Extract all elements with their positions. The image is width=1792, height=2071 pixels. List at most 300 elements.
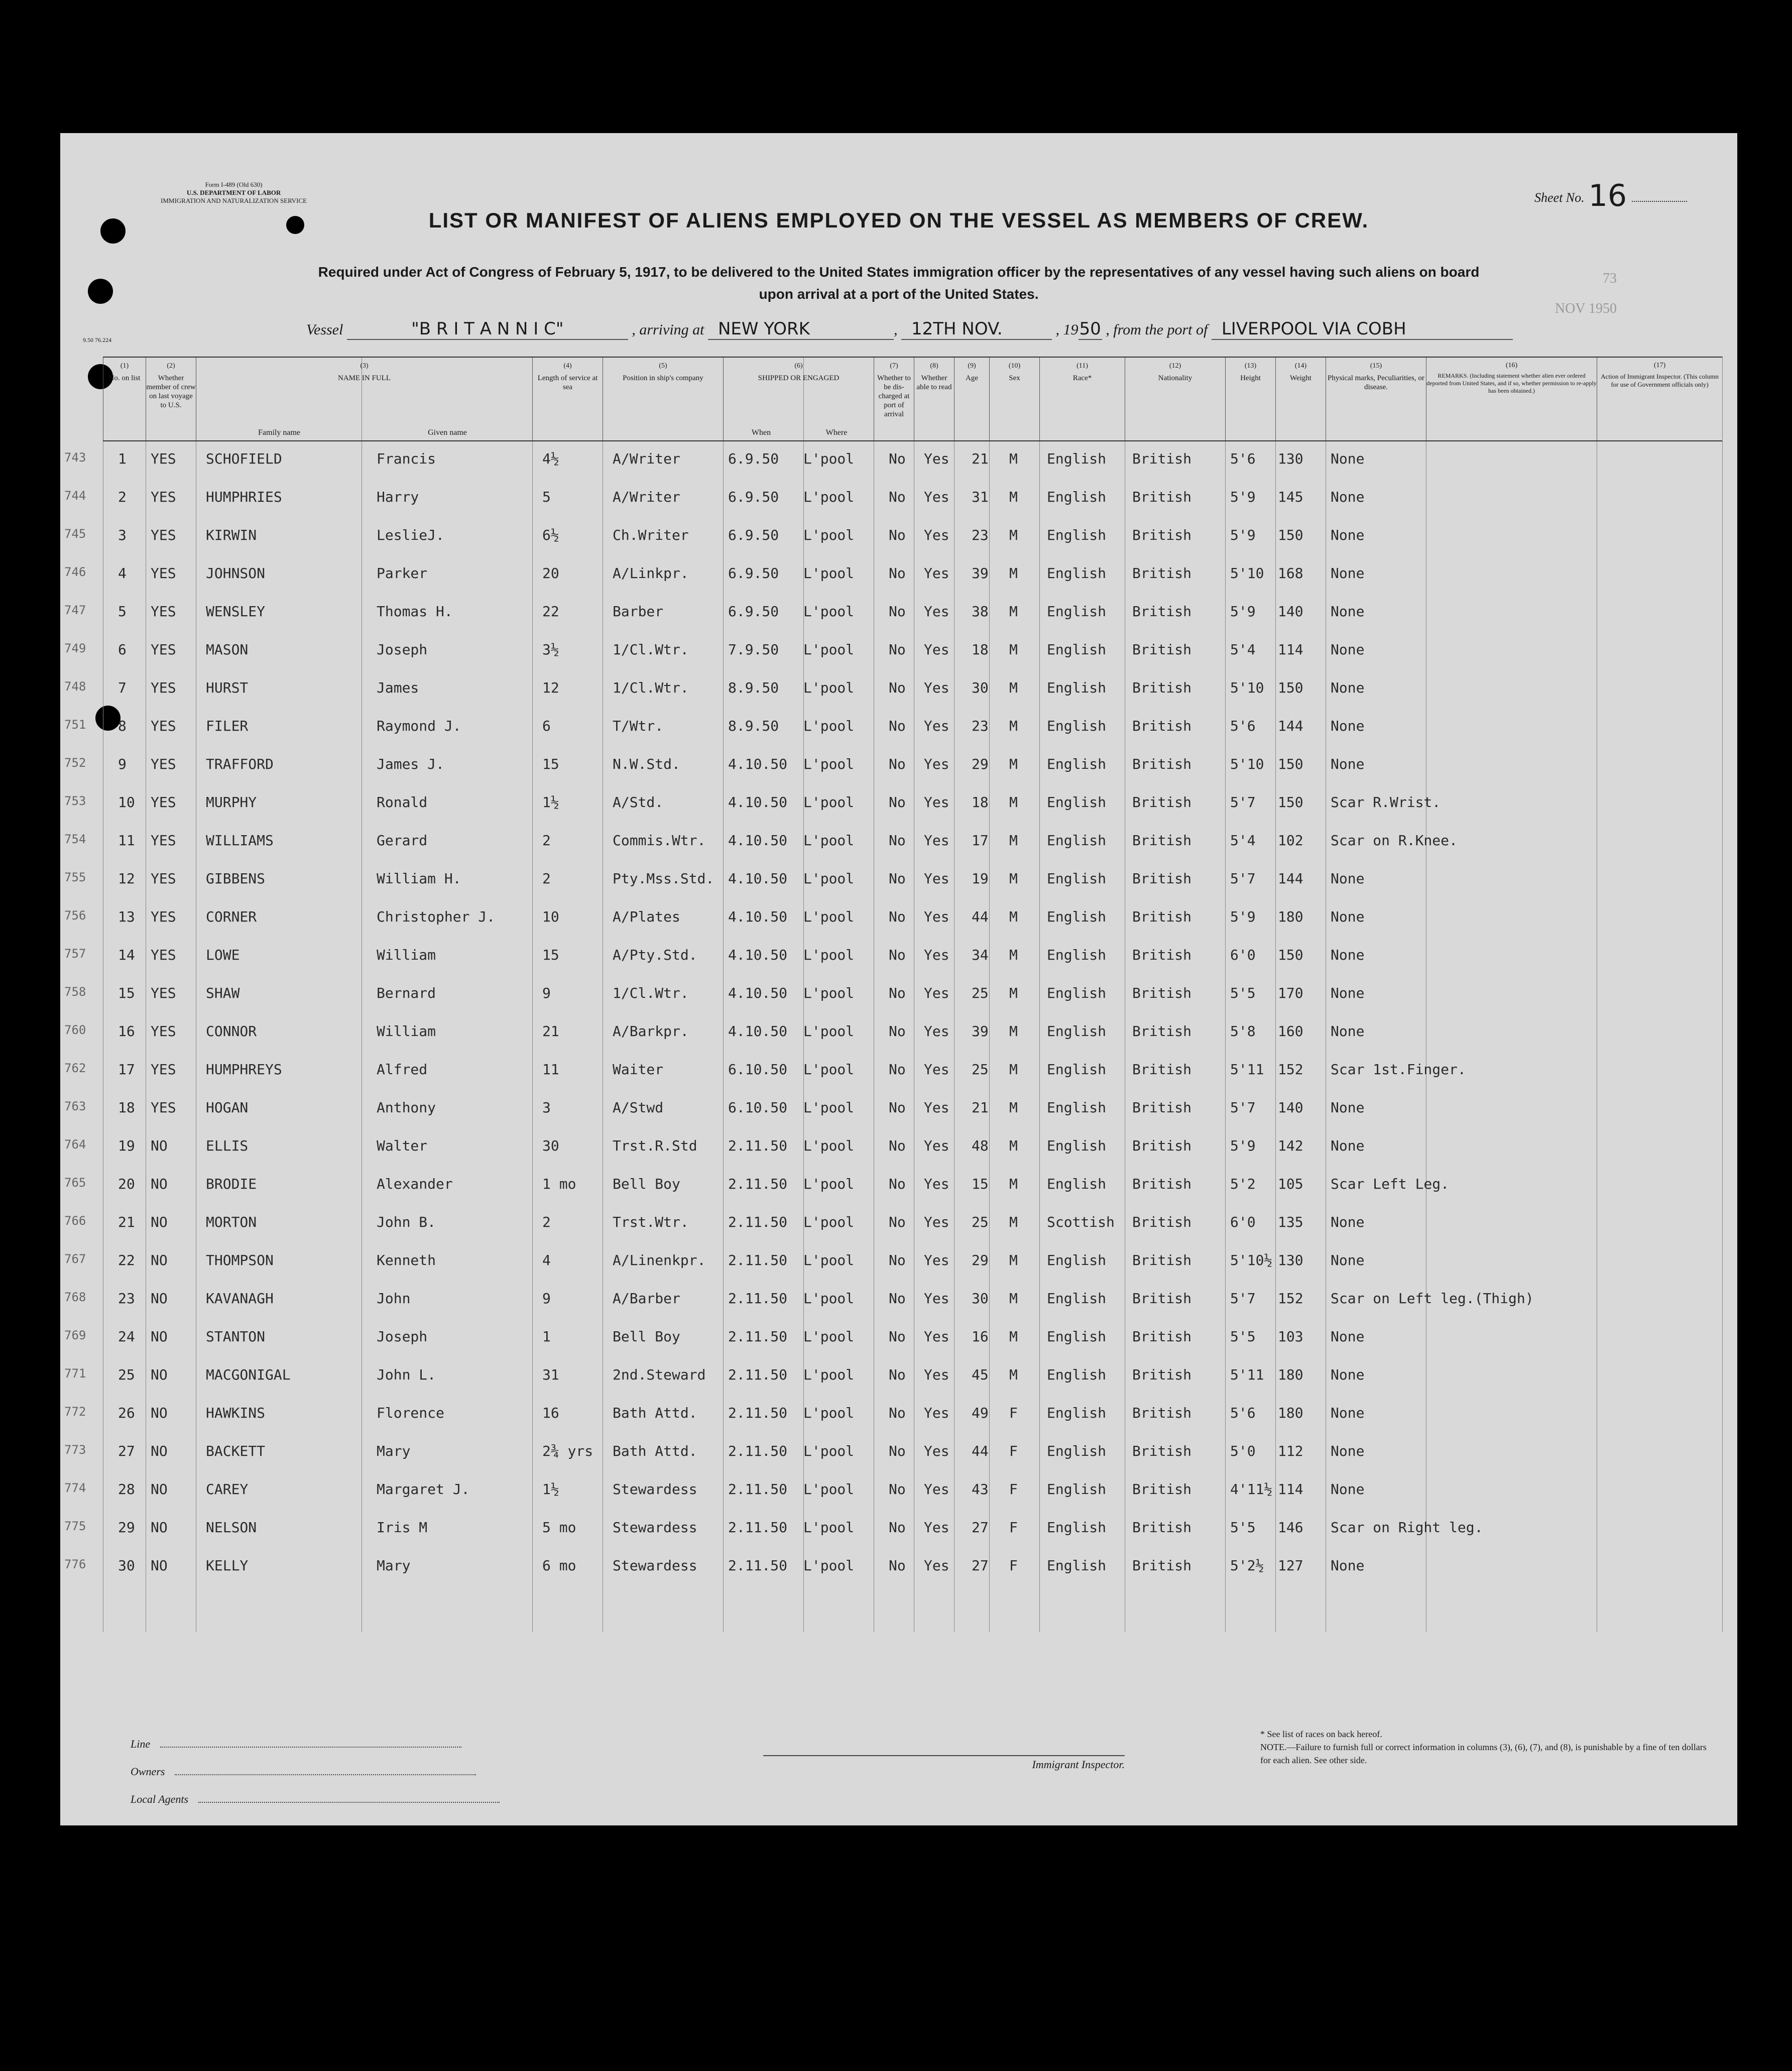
shipped-when: 6.9.50 xyxy=(728,565,779,582)
age: 21 xyxy=(972,450,989,467)
row-reference: 767 xyxy=(64,1252,86,1266)
able-to-read: Yes xyxy=(924,565,949,582)
row-reference: 756 xyxy=(64,908,86,923)
weight: 180 xyxy=(1278,1366,1303,1383)
able-to-read: Yes xyxy=(924,489,949,505)
sex: M xyxy=(1009,1137,1018,1154)
sex: M xyxy=(1009,1328,1018,1345)
sex: M xyxy=(1009,527,1018,543)
service-length: 20 xyxy=(542,565,559,582)
able-to-read: Yes xyxy=(924,1137,949,1154)
height: 5'10 xyxy=(1230,565,1264,582)
service-length: 15 xyxy=(542,756,559,772)
race: English xyxy=(1047,527,1107,543)
given-name: Anthony xyxy=(377,1099,436,1116)
shipped-where: L'pool xyxy=(803,1023,855,1040)
row-reference: 745 xyxy=(64,527,86,541)
race: English xyxy=(1047,1557,1107,1574)
service-length: 1 mo xyxy=(542,1176,576,1192)
row-reference: 760 xyxy=(64,1023,86,1037)
shipped-when: 6.9.50 xyxy=(728,527,779,543)
shipped-where: L'pool xyxy=(803,1061,855,1078)
weight: 150 xyxy=(1278,527,1303,543)
race: English xyxy=(1047,1176,1107,1192)
arrival-date: 12TH NOV. xyxy=(901,319,1052,340)
physical-marks: None xyxy=(1331,1023,1365,1040)
crew-last-voyage: YES xyxy=(151,718,176,734)
shipped-when: 4.10.50 xyxy=(728,908,788,925)
sex: M xyxy=(1009,603,1018,620)
family-name: JOHNSON xyxy=(206,565,266,582)
height: 6'0 xyxy=(1230,1214,1256,1230)
physical-marks: None xyxy=(1331,1366,1365,1383)
age: 23 xyxy=(972,718,989,734)
given-name: Mary xyxy=(377,1443,411,1459)
given-name: Joseph xyxy=(377,641,428,658)
position: Stewardess xyxy=(613,1557,697,1574)
service-length: 30 xyxy=(542,1137,559,1154)
service-length: 1½ xyxy=(542,1481,559,1498)
weight: 150 xyxy=(1278,794,1303,811)
row-reference: 755 xyxy=(64,870,86,884)
given-name: Thomas H. xyxy=(377,603,453,620)
age: 25 xyxy=(972,985,989,1001)
row-number: 22 xyxy=(118,1252,135,1269)
row-reference: 749 xyxy=(64,641,86,655)
position: Stewardess xyxy=(613,1519,697,1536)
row-number: 7 xyxy=(118,679,127,696)
shipped-when: 2.11.50 xyxy=(728,1366,788,1383)
sex: M xyxy=(1009,641,1018,658)
crew-last-voyage: YES xyxy=(151,565,176,582)
discharged: No xyxy=(889,1557,906,1574)
table-row xyxy=(60,1508,1737,1546)
nationality: British xyxy=(1132,641,1192,658)
position: 2nd.Steward xyxy=(613,1366,706,1383)
shipped-when: 4.10.50 xyxy=(728,794,788,811)
row-number: 9 xyxy=(118,756,127,772)
row-number: 15 xyxy=(118,985,135,1001)
race: Scottish xyxy=(1047,1214,1115,1230)
height: 5'9 xyxy=(1230,527,1256,543)
service-length: 31 xyxy=(542,1366,559,1383)
given-name: Alfred xyxy=(377,1061,428,1078)
shipped-where: L'pool xyxy=(803,565,855,582)
physical-marks: None xyxy=(1331,1099,1365,1116)
age: 27 xyxy=(972,1557,989,1574)
physical-marks: None xyxy=(1331,1328,1365,1345)
weight: 170 xyxy=(1278,985,1303,1001)
age: 16 xyxy=(972,1328,989,1345)
family-name: MURPHY xyxy=(206,794,257,811)
col-header-3: (3) NAME IN FULL Family name Given name xyxy=(196,358,532,440)
able-to-read: Yes xyxy=(924,947,949,963)
table-row xyxy=(60,1432,1737,1470)
age: 43 xyxy=(972,1481,989,1498)
table-row xyxy=(60,821,1737,859)
row-reference: 758 xyxy=(64,985,86,999)
service-length: 5 xyxy=(542,489,551,505)
col-header-6: (6) SHIPPED OR ENGAGED When Where xyxy=(723,358,874,440)
age: 44 xyxy=(972,908,989,925)
col-header-12: (12) Nationality xyxy=(1125,358,1225,440)
sex: M xyxy=(1009,908,1018,925)
col-header-4: (4) Length of service at sea xyxy=(532,358,603,440)
table-row xyxy=(60,1279,1737,1317)
able-to-read: Yes xyxy=(924,756,949,772)
table-row xyxy=(60,1317,1737,1355)
physical-marks: None xyxy=(1331,1405,1365,1421)
discharged: No xyxy=(889,489,906,505)
shipped-where: L'pool xyxy=(803,1443,855,1459)
row-number: 17 xyxy=(118,1061,135,1078)
race: English xyxy=(1047,718,1107,734)
table-row xyxy=(60,974,1737,1012)
row-reference: 757 xyxy=(64,947,86,961)
family-name: HAWKINS xyxy=(206,1405,266,1421)
discharged: No xyxy=(889,947,906,963)
height: 5'4 xyxy=(1230,641,1256,658)
age: 19 xyxy=(972,870,989,887)
shipped-when: 2.11.50 xyxy=(728,1519,788,1536)
given-name: Francis xyxy=(377,450,436,467)
weight: 142 xyxy=(1278,1137,1303,1154)
race: English xyxy=(1047,1137,1107,1154)
shipped-where: L'pool xyxy=(803,1137,855,1154)
family-name: WENSLEY xyxy=(206,603,266,620)
able-to-read: Yes xyxy=(924,1443,949,1459)
crew-last-voyage: NO xyxy=(151,1405,168,1421)
height: 5'11 xyxy=(1230,1061,1264,1078)
age: 21 xyxy=(972,1099,989,1116)
position: Pty.Mss.Std. xyxy=(613,870,714,887)
given-name: Joseph xyxy=(377,1328,428,1345)
position: A/Barkpr. xyxy=(613,1023,689,1040)
weight: 160 xyxy=(1278,1023,1303,1040)
row-number: 24 xyxy=(118,1328,135,1345)
nationality: British xyxy=(1132,679,1192,696)
owners-label: Owners xyxy=(131,1758,500,1785)
age: 38 xyxy=(972,603,989,620)
nationality: British xyxy=(1132,718,1192,734)
row-reference: 743 xyxy=(64,450,86,465)
nationality: British xyxy=(1132,756,1192,772)
service-length: 6 mo xyxy=(542,1557,576,1574)
age: 18 xyxy=(972,794,989,811)
position: A/Std. xyxy=(613,794,664,811)
given-name: Margaret J. xyxy=(377,1481,470,1498)
service-length: 4½ xyxy=(542,450,559,467)
age: 30 xyxy=(972,1290,989,1307)
position: Waiter xyxy=(613,1061,664,1078)
position: Bath Attd. xyxy=(613,1443,697,1459)
sex: M xyxy=(1009,947,1018,963)
nationality: British xyxy=(1132,1252,1192,1269)
crew-last-voyage: YES xyxy=(151,641,176,658)
position: T/Wtr. xyxy=(613,718,664,734)
physical-marks: None xyxy=(1331,641,1365,658)
crew-last-voyage: YES xyxy=(151,450,176,467)
given-name: Parker xyxy=(377,565,428,582)
footer-notes: * See list of races on back hereof. NOTE.—Failure to furnish full or correct information in columns (3), (6), (7), and (8), is punishable by a fine of ten dollars for each alien. See other side. xyxy=(1260,1729,1707,1765)
shipped-where: L'pool xyxy=(803,1557,855,1574)
height: 5'5 xyxy=(1230,1328,1256,1345)
race: English xyxy=(1047,756,1107,772)
sex: F xyxy=(1009,1443,1018,1459)
given-name: James xyxy=(377,679,419,696)
physical-marks: Scar R.Wrist. xyxy=(1331,794,1441,811)
weight: 145 xyxy=(1278,489,1303,505)
able-to-read: Yes xyxy=(924,1061,949,1078)
row-reference: 752 xyxy=(64,756,86,770)
sex: M xyxy=(1009,489,1018,505)
crew-last-voyage: NO xyxy=(151,1328,168,1345)
family-name: NELSON xyxy=(206,1519,257,1536)
given-name: Harry xyxy=(377,489,419,505)
given-name: John L. xyxy=(377,1366,436,1383)
nationality: British xyxy=(1132,603,1192,620)
family-name: GIBBENS xyxy=(206,870,266,887)
weight: 114 xyxy=(1278,641,1303,658)
shipped-when: 4.10.50 xyxy=(728,832,788,849)
vessel-name: "B R I T A N N I C" xyxy=(347,319,628,340)
shipped-when: 6.9.50 xyxy=(728,450,779,467)
able-to-read: Yes xyxy=(924,794,949,811)
family-name: THOMPSON xyxy=(206,1252,274,1269)
race: English xyxy=(1047,565,1107,582)
height: 5'0 xyxy=(1230,1443,1256,1459)
age: 44 xyxy=(972,1443,989,1459)
weight: 152 xyxy=(1278,1061,1303,1078)
able-to-read: Yes xyxy=(924,1252,949,1269)
table-row xyxy=(60,1126,1737,1165)
sex: M xyxy=(1009,832,1018,849)
sex: M xyxy=(1009,1176,1018,1192)
table-row xyxy=(60,936,1737,974)
position: A/Stwd xyxy=(613,1099,664,1116)
able-to-read: Yes xyxy=(924,1214,949,1230)
age: 17 xyxy=(972,832,989,849)
physical-marks: None xyxy=(1331,1214,1365,1230)
age: 15 xyxy=(972,1176,989,1192)
shipped-when: 4.10.50 xyxy=(728,756,788,772)
race: English xyxy=(1047,947,1107,963)
shipped-where: L'pool xyxy=(803,1328,855,1345)
able-to-read: Yes xyxy=(924,1099,949,1116)
family-name: CONNOR xyxy=(206,1023,257,1040)
nationality: British xyxy=(1132,1099,1192,1116)
nationality: British xyxy=(1132,794,1192,811)
form-identifier: Form I-489 (Old 630) U.S. DEPARTMENT OF LABOR IMMIGRATION AND NATURALIZATION SERVICE xyxy=(161,181,307,204)
crew-last-voyage: NO xyxy=(151,1519,168,1536)
row-reference: 768 xyxy=(64,1290,86,1304)
sex: M xyxy=(1009,565,1018,582)
col-header-13: (13) Height xyxy=(1225,358,1275,440)
height: 5'7 xyxy=(1230,1290,1256,1307)
discharged: No xyxy=(889,527,906,543)
able-to-read: Yes xyxy=(924,1023,949,1040)
nationality: British xyxy=(1132,908,1192,925)
height: 5'2 xyxy=(1230,1176,1256,1192)
crew-last-voyage: NO xyxy=(151,1443,168,1459)
able-to-read: Yes xyxy=(924,679,949,696)
weight: 152 xyxy=(1278,1290,1303,1307)
row-number: 10 xyxy=(118,794,135,811)
service-length: 3 xyxy=(542,1099,551,1116)
age: 30 xyxy=(972,679,989,696)
weight: 150 xyxy=(1278,947,1303,963)
discharged: No xyxy=(889,1023,906,1040)
discharged: No xyxy=(889,1443,906,1459)
position: Barber xyxy=(613,603,664,620)
nationality: British xyxy=(1132,1519,1192,1536)
shipped-where: L'pool xyxy=(803,1366,855,1383)
height: 5'7 xyxy=(1230,794,1256,811)
race: English xyxy=(1047,1366,1107,1383)
physical-marks: None xyxy=(1331,489,1365,505)
crew-last-voyage: NO xyxy=(151,1290,168,1307)
row-reference: 748 xyxy=(64,679,86,694)
position: Commis.Wtr. xyxy=(613,832,706,849)
given-name: John B. xyxy=(377,1214,436,1230)
shipped-where: L'pool xyxy=(803,1290,855,1307)
service-length: 1½ xyxy=(542,794,559,811)
service-length: 5 mo xyxy=(542,1519,576,1536)
height: 4'11½ xyxy=(1230,1481,1273,1498)
row-reference: 774 xyxy=(64,1481,86,1495)
crew-last-voyage: YES xyxy=(151,527,176,543)
discharged: No xyxy=(889,641,906,658)
able-to-read: Yes xyxy=(924,1176,949,1192)
sex: M xyxy=(1009,794,1018,811)
local-agents-label: Local Agents xyxy=(131,1785,500,1813)
height: 5'6 xyxy=(1230,1405,1256,1421)
physical-marks: Scar on R.Knee. xyxy=(1331,832,1458,849)
departure-port: LIVERPOOL VIA COBH xyxy=(1212,319,1513,340)
service-length: 15 xyxy=(542,947,559,963)
vessel-line: Vessel "B R I T A N N I C" , arriving at NEW YORK , 12TH NOV. , 1950 , from the port of LIVERPOOL VIA COBH xyxy=(306,319,1513,340)
race: English xyxy=(1047,679,1107,696)
weight: 103 xyxy=(1278,1328,1303,1345)
column-headers xyxy=(103,357,1722,441)
age: 48 xyxy=(972,1137,989,1154)
shipped-when: 2.11.50 xyxy=(728,1443,788,1459)
height: 5'7 xyxy=(1230,870,1256,887)
nationality: British xyxy=(1132,947,1192,963)
physical-marks: Scar 1st.Finger. xyxy=(1331,1061,1466,1078)
row-reference: 764 xyxy=(64,1137,86,1152)
nationality: British xyxy=(1132,489,1192,505)
service-length: 3½ xyxy=(542,641,559,658)
physical-marks: None xyxy=(1331,450,1365,467)
family-name: KIRWIN xyxy=(206,527,257,543)
age: 39 xyxy=(972,565,989,582)
height: 5'5 xyxy=(1230,1519,1256,1536)
shipped-where: L'pool xyxy=(803,1214,855,1230)
crew-last-voyage: YES xyxy=(151,985,176,1001)
nationality: British xyxy=(1132,1214,1192,1230)
discharged: No xyxy=(889,1252,906,1269)
family-name: HUMPHRIES xyxy=(206,489,282,505)
footer-labels xyxy=(131,1730,500,1813)
discharged: No xyxy=(889,1328,906,1345)
sex: F xyxy=(1009,1405,1018,1421)
age: 34 xyxy=(972,947,989,963)
nationality: British xyxy=(1132,565,1192,582)
race: English xyxy=(1047,1481,1107,1498)
shipped-where: L'pool xyxy=(803,756,855,772)
row-number: 8 xyxy=(118,718,127,734)
position: Trst.Wtr. xyxy=(613,1214,689,1230)
weight: 130 xyxy=(1278,450,1303,467)
table-row xyxy=(60,592,1737,630)
able-to-read: Yes xyxy=(924,1519,949,1536)
col-header-10: (10) Sex xyxy=(989,358,1039,440)
crew-last-voyage: YES xyxy=(151,870,176,887)
sex: M xyxy=(1009,1366,1018,1383)
sex: M xyxy=(1009,718,1018,734)
nationality: British xyxy=(1132,832,1192,849)
position: Bell Boy xyxy=(613,1328,680,1345)
service-length: 2 xyxy=(542,1214,551,1230)
position: 1/Cl.Wtr. xyxy=(613,985,689,1001)
physical-marks: None xyxy=(1331,870,1365,887)
row-reference: 746 xyxy=(64,565,86,579)
position: A/Pty.Std. xyxy=(613,947,697,963)
race: English xyxy=(1047,985,1107,1001)
table-row xyxy=(60,478,1737,516)
able-to-read: Yes xyxy=(924,450,949,467)
weight: 140 xyxy=(1278,603,1303,620)
physical-marks: None xyxy=(1331,985,1365,1001)
race: English xyxy=(1047,641,1107,658)
height: 5'9 xyxy=(1230,1137,1256,1154)
table-row xyxy=(60,554,1737,592)
crew-last-voyage: NO xyxy=(151,1252,168,1269)
physical-marks: Scar on Right leg. xyxy=(1331,1519,1483,1536)
physical-marks: Scar on Left leg.(Thigh) xyxy=(1331,1290,1534,1307)
family-name: LOWE xyxy=(206,947,240,963)
position: A/Writer xyxy=(613,450,680,467)
col-header-5: (5) Position in ship's company xyxy=(603,358,723,440)
table-row xyxy=(60,1394,1737,1432)
age: 29 xyxy=(972,756,989,772)
position: Bath Attd. xyxy=(613,1405,697,1421)
family-name: CORNER xyxy=(206,908,257,925)
physical-marks: None xyxy=(1331,565,1365,582)
shipped-when: 4.10.50 xyxy=(728,870,788,887)
col-header-15: (15) Physical marks, Peculiarities, or disease. xyxy=(1326,358,1426,440)
able-to-read: Yes xyxy=(924,985,949,1001)
shipped-when: 2.11.50 xyxy=(728,1252,788,1269)
age: 31 xyxy=(972,489,989,505)
race: English xyxy=(1047,1061,1107,1078)
nationality: British xyxy=(1132,1328,1192,1345)
height: 6'0 xyxy=(1230,947,1256,963)
crew-last-voyage: YES xyxy=(151,679,176,696)
table-row xyxy=(60,1050,1737,1088)
able-to-read: Yes xyxy=(924,1481,949,1498)
nationality: British xyxy=(1132,1176,1192,1192)
service-length: 10 xyxy=(542,908,559,925)
shipped-where: L'pool xyxy=(803,1519,855,1536)
row-number: 3 xyxy=(118,527,127,543)
form-code: 9.50 76.224 xyxy=(83,336,111,343)
shipped-where: L'pool xyxy=(803,641,855,658)
weight: 140 xyxy=(1278,1099,1303,1116)
sex: M xyxy=(1009,1252,1018,1269)
height: 5'9 xyxy=(1230,489,1256,505)
